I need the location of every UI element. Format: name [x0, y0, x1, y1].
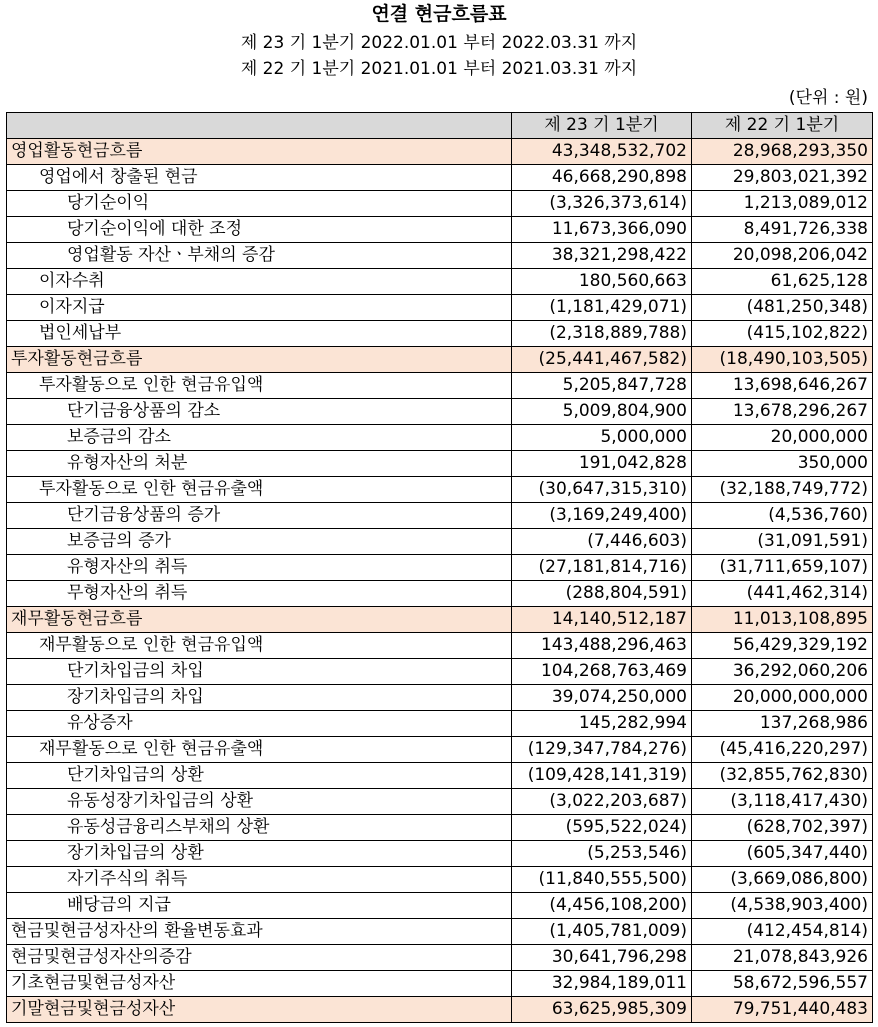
- prior-period-value: 1,213,089,012: [692, 191, 873, 217]
- table-row: [7, 919, 873, 945]
- row-label: 유동성장기차입금의 상환: [7, 789, 512, 815]
- current-period-value: 30,641,796,298: [512, 945, 692, 971]
- prior-period-value: (32,855,762,830): [692, 763, 873, 789]
- cash-flow-table: [6, 112, 873, 1023]
- row-label: 영업에서 창출된 현금: [7, 165, 512, 191]
- current-period-value: 5,000,000: [512, 425, 692, 451]
- prior-period-value: (441,462,314): [692, 581, 873, 607]
- table-row: [7, 425, 873, 451]
- prior-period-value: 350,000: [692, 451, 873, 477]
- table-row: [7, 451, 873, 477]
- table-row: [7, 737, 873, 763]
- statement-title: 연결 현금흐름표: [371, 3, 507, 25]
- row-label: 장기차입금의 차입: [7, 685, 512, 711]
- table-header-row: [7, 113, 873, 139]
- prior-period-value: 36,292,060,206: [692, 659, 873, 685]
- header-current-period: 제 23 기 1분기: [512, 113, 692, 139]
- row-label: 유상증자: [7, 711, 512, 737]
- row-label: 투자활동으로 인한 현금유출액: [7, 477, 512, 503]
- header-label: [7, 113, 512, 139]
- prior-period-value: 137,268,986: [692, 711, 873, 737]
- table-row: [7, 893, 873, 919]
- current-period-value: (3,022,203,687): [512, 789, 692, 815]
- table-row: [7, 217, 873, 243]
- current-period-value: (288,804,591): [512, 581, 692, 607]
- current-period-value: 5,009,804,900: [512, 399, 692, 425]
- prior-period-value: (3,118,417,430): [692, 789, 873, 815]
- table-row: [7, 607, 873, 633]
- current-period-value: 191,042,828: [512, 451, 692, 477]
- prior-period-value: 61,625,128: [692, 269, 873, 295]
- row-label: 재무활동현금흐름: [7, 607, 512, 633]
- row-label: 기초현금및현금성자산: [7, 971, 512, 997]
- current-period-value: 46,668,290,898: [512, 165, 692, 191]
- table-row: [7, 191, 873, 217]
- table-row: [7, 711, 873, 737]
- table-row: [7, 997, 873, 1023]
- prior-period-value: (18,490,103,505): [692, 347, 873, 373]
- row-label: 보증금의 증가: [7, 529, 512, 555]
- table-row: [7, 945, 873, 971]
- current-period-value: (3,326,373,614): [512, 191, 692, 217]
- table-body: [7, 139, 873, 1023]
- row-label: 재무활동으로 인한 현금유입액: [7, 633, 512, 659]
- current-period-value: (1,405,781,009): [512, 919, 692, 945]
- table-row: [7, 685, 873, 711]
- prior-period-value: (45,416,220,297): [692, 737, 873, 763]
- table-row: [7, 243, 873, 269]
- row-label: 현금및현금성자산의증감: [7, 945, 512, 971]
- row-label: 단기차입금의 상환: [7, 763, 512, 789]
- row-label: 유형자산의 처분: [7, 451, 512, 477]
- table-row: [7, 971, 873, 997]
- current-period-value: 43,348,532,702: [512, 139, 692, 165]
- current-period-value: 180,560,663: [512, 269, 692, 295]
- prior-period-value: 58,672,596,557: [692, 971, 873, 997]
- table-row: [7, 321, 873, 347]
- current-period-value: (3,169,249,400): [512, 503, 692, 529]
- prior-period-value: (3,669,086,800): [692, 867, 873, 893]
- table-row: [7, 659, 873, 685]
- row-label: 투자활동으로 인한 현금유입액: [7, 373, 512, 399]
- row-label: 보증금의 감소: [7, 425, 512, 451]
- current-period-value: 145,282,994: [512, 711, 692, 737]
- table-row: [7, 763, 873, 789]
- row-label: 기말현금및현금성자산: [7, 997, 512, 1023]
- prior-period-value: 56,429,329,192: [692, 633, 873, 659]
- row-label: 무형자산의 취득: [7, 581, 512, 607]
- table-row: [7, 503, 873, 529]
- prior-period-value: 13,678,296,267: [692, 399, 873, 425]
- current-period-value: (109,428,141,319): [512, 763, 692, 789]
- table-row: [7, 633, 873, 659]
- table-row: [7, 347, 873, 373]
- row-label: 유동성금융리스부채의 상환: [7, 815, 512, 841]
- current-period-value: (2,318,889,788): [512, 321, 692, 347]
- row-label: 영업활동현금흐름: [7, 139, 512, 165]
- row-label: 이자지급: [7, 295, 512, 321]
- row-label: 장기차입금의 상환: [7, 841, 512, 867]
- prior-period-value: (4,536,760): [692, 503, 873, 529]
- prior-period-value: (31,711,659,107): [692, 555, 873, 581]
- prior-period-value: 11,013,108,895: [692, 607, 873, 633]
- current-period-value: (129,347,784,276): [512, 737, 692, 763]
- row-label: 법인세납부: [7, 321, 512, 347]
- current-period-value: (27,181,814,716): [512, 555, 692, 581]
- current-period-value: 143,488,296,463: [512, 633, 692, 659]
- row-label: 단기금융상품의 감소: [7, 399, 512, 425]
- prior-period-value: (481,250,348): [692, 295, 873, 321]
- table-row: [7, 581, 873, 607]
- table-row: [7, 165, 873, 191]
- current-period-value: (4,456,108,200): [512, 893, 692, 919]
- header-prior-period: 제 22 기 1분기: [692, 113, 873, 139]
- row-label: 이자수취: [7, 269, 512, 295]
- table-row: [7, 269, 873, 295]
- table-row: [7, 867, 873, 893]
- row-label: 배당금의 지급: [7, 893, 512, 919]
- prior-period-value: (415,102,822): [692, 321, 873, 347]
- prior-period-value: 28,968,293,350: [692, 139, 873, 165]
- row-label: 단기차입금의 차입: [7, 659, 512, 685]
- current-period-value: 39,074,250,000: [512, 685, 692, 711]
- table-row: [7, 373, 873, 399]
- current-period-value: 38,321,298,422: [512, 243, 692, 269]
- prior-period-value: 79,751,440,483: [692, 997, 873, 1023]
- table-row: [7, 841, 873, 867]
- current-period-value: 14,140,512,187: [512, 607, 692, 633]
- prior-period-value: (605,347,440): [692, 841, 873, 867]
- current-period-value: (25,441,467,582): [512, 347, 692, 373]
- prior-period-value: 8,491,726,338: [692, 217, 873, 243]
- current-period-value: 63,625,985,309: [512, 997, 692, 1023]
- table-row: [7, 815, 873, 841]
- current-period-value: 5,205,847,728: [512, 373, 692, 399]
- current-period-value: (595,522,024): [512, 815, 692, 841]
- row-label: 당기순이익: [7, 191, 512, 217]
- current-period-value: (30,647,315,310): [512, 477, 692, 503]
- current-period-value: (5,253,546): [512, 841, 692, 867]
- current-period-value: (1,181,429,071): [512, 295, 692, 321]
- prior-period-value: (31,091,591): [692, 529, 873, 555]
- table-row: [7, 477, 873, 503]
- row-label: 당기순이익에 대한 조정: [7, 217, 512, 243]
- prior-period-value: 20,000,000: [692, 425, 873, 451]
- row-label: 단기금융상품의 증가: [7, 503, 512, 529]
- prior-period-value: 29,803,021,392: [692, 165, 873, 191]
- prior-period-value: (32,188,749,772): [692, 477, 873, 503]
- row-label: 유형자산의 취득: [7, 555, 512, 581]
- row-label: 투자활동현금흐름: [7, 347, 512, 373]
- current-period-value: 104,268,763,469: [512, 659, 692, 685]
- row-label: 자기주식의 취득: [7, 867, 512, 893]
- row-label: 영업활동 자산ㆍ부채의 증감: [7, 243, 512, 269]
- current-period-value: 11,673,366,090: [512, 217, 692, 243]
- row-label: 재무활동으로 인한 현금유출액: [7, 737, 512, 763]
- current-period-value: (11,840,555,500): [512, 867, 692, 893]
- table-row: [7, 295, 873, 321]
- table-row: [7, 789, 873, 815]
- current-period-value: (7,446,603): [512, 529, 692, 555]
- row-label: 현금및현금성자산의 환율변동효과: [7, 919, 512, 945]
- prior-period-value: 20,000,000,000: [692, 685, 873, 711]
- period-current: 제 23 기 1분기 2022.01.01 부터 2022.03.31 까지: [240, 33, 638, 53]
- unit-label: (단위 : 원): [788, 88, 868, 108]
- table-row: [7, 399, 873, 425]
- period-prior: 제 22 기 1분기 2021.01.01 부터 2021.03.31 까지: [240, 59, 638, 79]
- prior-period-value: 13,698,646,267: [692, 373, 873, 399]
- current-period-value: 32,984,189,011: [512, 971, 692, 997]
- prior-period-value: (4,538,903,400): [692, 893, 873, 919]
- prior-period-value: 20,098,206,042: [692, 243, 873, 269]
- prior-period-value: (412,454,814): [692, 919, 873, 945]
- prior-period-value: (628,702,397): [692, 815, 873, 841]
- table-row: [7, 139, 873, 165]
- table-row: [7, 555, 873, 581]
- table-row: [7, 529, 873, 555]
- prior-period-value: 21,078,843,926: [692, 945, 873, 971]
